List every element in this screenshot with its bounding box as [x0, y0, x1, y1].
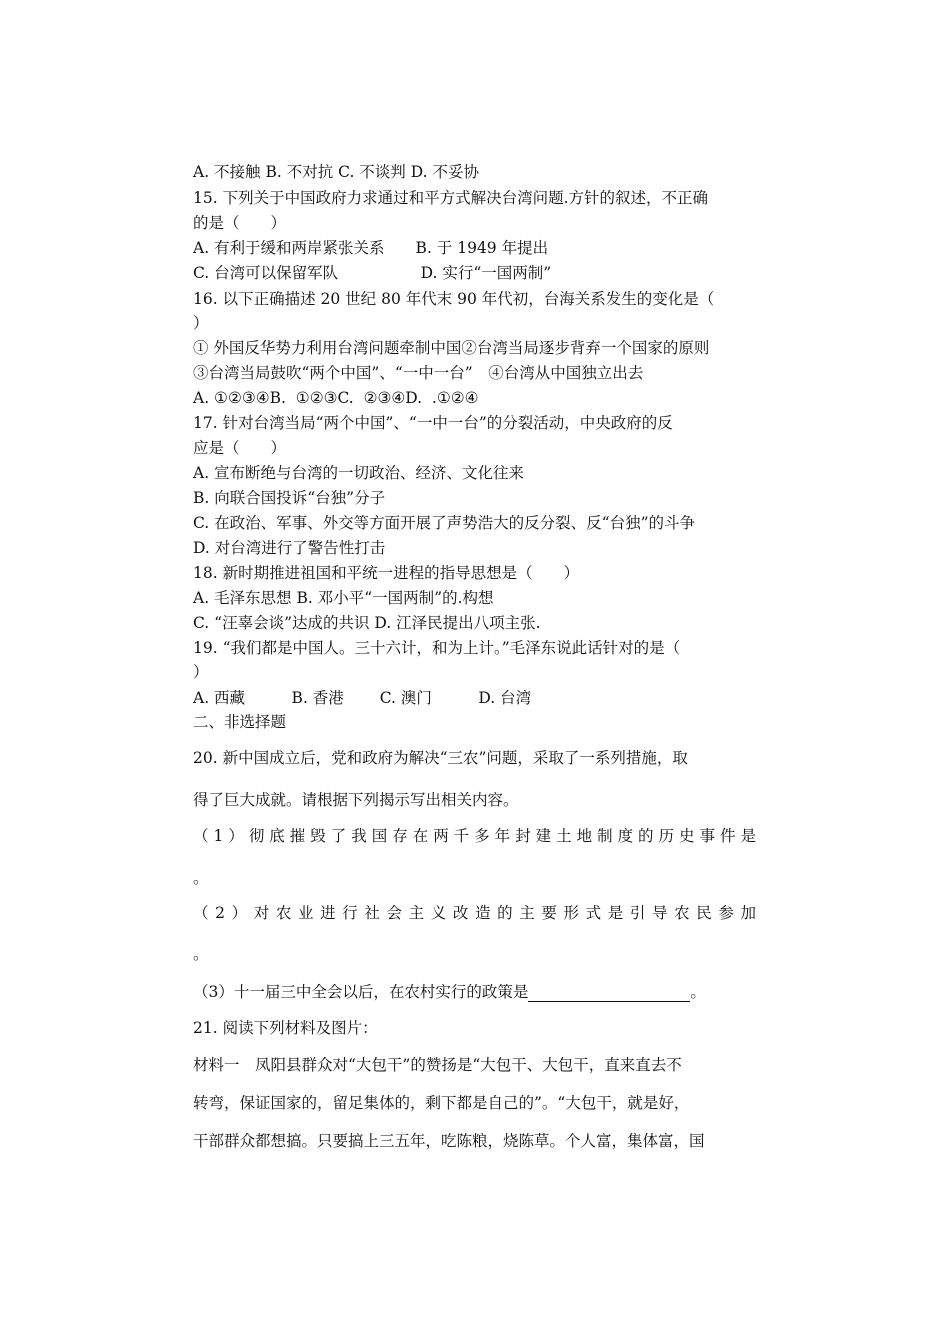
q18-stem: 18. 新时期推进祖国和平统一进程的指导思想是（ ）: [193, 564, 580, 582]
answer-blank[interactable]: [528, 985, 690, 1002]
q21-material1-line1: 材料一 凤阳县群众对“大包干”的赞扬是“大包干、大包干，直来直去不: [193, 1056, 682, 1074]
q19-stem-line1: 19. “我们都是中国人。三十六计，和为上计。”毛泽东说此话针对的是（: [193, 639, 681, 657]
q20-sub2-line2: 。: [193, 945, 209, 963]
q17-option-c: C. 在政治、军事、外交等方面开展了声势浩大的反分裂、反“台独”的斗争: [193, 514, 696, 532]
q16-items-line2: ③台湾当局鼓吹“两个中国”、“一中一台” ④台湾从中国独立出去: [193, 364, 644, 382]
q20-stem-line2: 得了巨大成就。请根据下列揭示写出相关内容。: [193, 791, 519, 809]
q17-stem-line2: 应是（ ）: [193, 439, 287, 457]
q15-options-row2: C. 台湾可以保留军队 D. 实行“一国两制”: [193, 264, 552, 282]
q19-options: A. 西藏 B. 香港 C. 澳门 D. 台湾: [193, 689, 532, 707]
q20-sub1-line1: （1）彻底摧毁了我国存在两千多年封建土地制度的历史事件是: [193, 827, 756, 845]
q19-stem-line2: ）: [193, 663, 209, 681]
q21-material1-line3: 干部群众都想搞。只要搞上三五年，吃陈粮，烧陈草。个人富，集体富，国: [193, 1132, 705, 1150]
q20-sub3: [193, 982, 706, 1002]
q20-stem-line1: 20. 新中国成立后，党和政府为解决“三农”问题，采取了一系列措施，取: [193, 749, 688, 767]
q20-sub1-line2: 。: [193, 869, 209, 887]
q18-options-row2: C. “汪辜会谈”达成的共识 D. 江泽民提出八项主张.: [193, 614, 541, 632]
q21-material1-line2: 转弯，保证国家的，留足集体的，剩下都是自己的”。“大包干，就是好，: [193, 1094, 690, 1112]
q17-option-a: A. 宣布断绝与台湾的一切政治、经济、文化往来: [193, 464, 525, 482]
q15-stem-line1: 15. 下列关于中国政府力求通过和平方式解决台湾问题.方针的叙述，不正确: [193, 189, 709, 207]
q15-stem-line2: 的是（ ）: [193, 214, 287, 232]
q16-items-line1: ① 外国反华势力利用台湾问题牵制中国②台湾当局逐步背弃一个国家的原则: [193, 339, 710, 357]
q20-sub3-prefix: （3）十一届三中全会以后，在农村实行的政策是: [193, 983, 529, 1001]
q15-options-row1: A. 有利于缓和两岸紧张关系 B. 于 1949 年提出: [193, 239, 549, 257]
q17-option-d: D. 对台湾进行了警告性打击: [193, 539, 386, 557]
q18-options-row1: A. 毛泽东思想 B. 邓小平“一国两制”的.构想: [193, 589, 494, 607]
q17-option-b: B. 向联合国投诉“台独”分子: [193, 489, 386, 507]
section2-title: 二、非选择题: [193, 713, 287, 731]
q16-stem-line2: ）: [193, 314, 209, 332]
q14-options: A. 不接触 B. 不对抗 C. 不谈判 D. 不妥协: [193, 163, 479, 181]
q16-stem-line1: 16. 以下正确描述 20 世纪 80 年代末 90 年代初，台海关系发生的变化是（: [193, 290, 715, 308]
q16-options: A. ①②③④B. ①②③C. ②③④D. .①②④: [193, 389, 479, 407]
q20-sub3-suffix: 。: [690, 983, 706, 1001]
q17-stem-line1: 17. 针对台湾当局“两个中国”、“一中一台”的分裂活动，中央政府的反: [193, 414, 673, 432]
q21-stem: 21. 阅读下列材料及图片：: [193, 1019, 378, 1037]
q20-sub2-line1: （2）对农业进行社会主义改造的主要形式是引导农民参加: [193, 904, 756, 922]
